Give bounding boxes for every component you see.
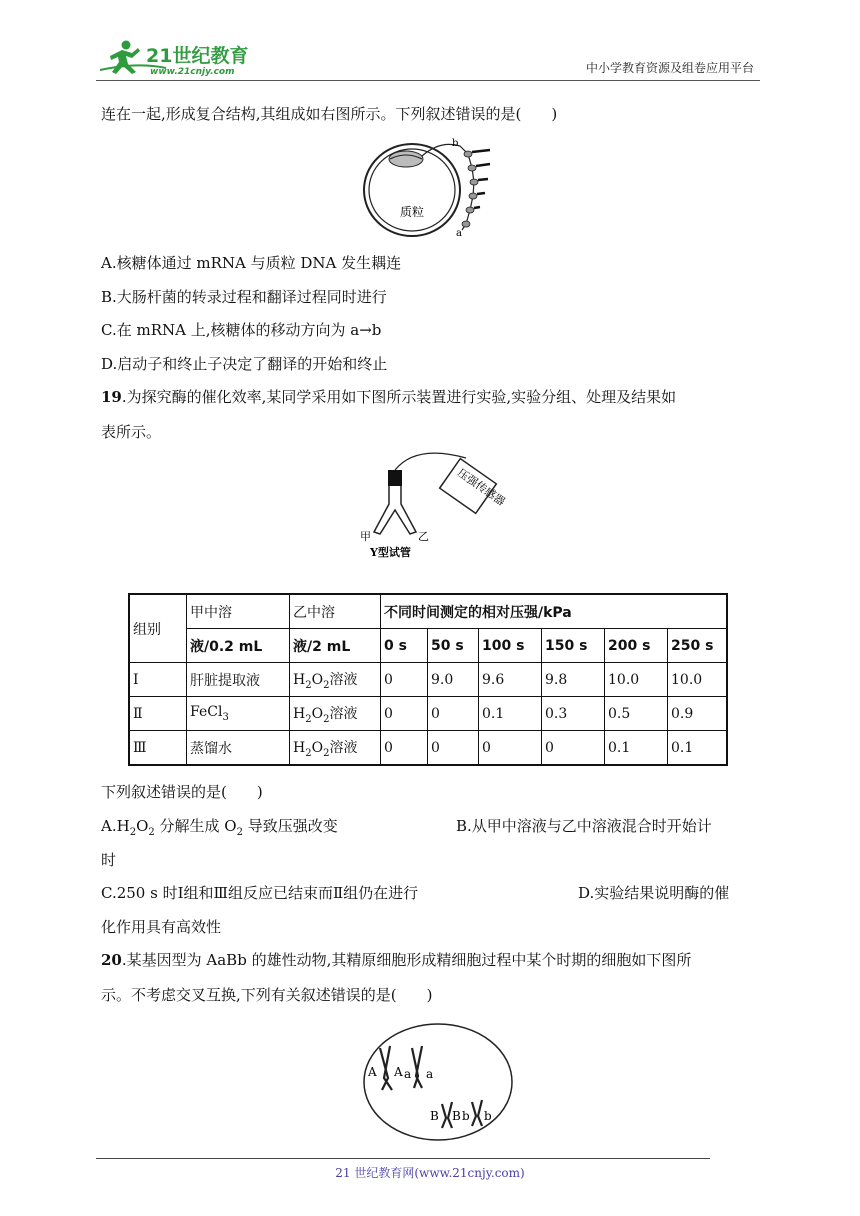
cell-value: 0 (381, 663, 428, 697)
cell-yi: $H_2O_2$溶液 (290, 697, 381, 731)
cell-value: 9.8 (542, 663, 605, 697)
q19-option-b-cont: 时 (101, 851, 117, 869)
svg-text:Y型试管: Y型试管 (370, 546, 411, 559)
cell-value: 0.3 (542, 697, 605, 731)
q20-cell-figure (360, 1020, 516, 1142)
q20-stem-line1: 20.某基因型为 AaBb 的雄性动物,其精原细胞形成精细胞过程中某个时期的细胞如下图所 (101, 951, 692, 969)
table-row (129, 731, 727, 766)
header-yi-2: 液/2 mL (290, 629, 381, 663)
q18-stem: 连在一起,形成复合结构,其组成如右图所示。下列叙述错误的是( ) (101, 105, 558, 123)
page-footer: 21 世纪教育网(www.21cnjy.com) (335, 1166, 525, 1180)
q19-option-c: C.250 s 时Ⅰ组和Ⅲ组反应已结束而Ⅱ组仍在进行 (101, 884, 419, 902)
svg-text:a: a (456, 228, 462, 239)
cell-yi: $H_2O_2$溶液 (290, 663, 381, 697)
q18-option-c: C.在 mRNA 上,核糖体的移动方向为 a→b (101, 321, 382, 339)
svg-text:b: b (462, 1109, 470, 1123)
cell-value: 0 (428, 731, 479, 766)
svg-text:B: B (430, 1109, 439, 1123)
header-time: 100 s (479, 629, 542, 663)
svg-text:a: a (426, 1067, 434, 1081)
cell-value: 0.1 (479, 697, 542, 731)
header-time: 200 s (605, 629, 668, 663)
table-row (129, 663, 727, 697)
q19-option-b: B.从甲中溶液与乙中溶液混合时开始计 (456, 817, 712, 835)
q19-option-d: D.实验结果说明酶的催 (578, 884, 730, 902)
cell-value: 9.0 (428, 663, 479, 697)
header-time: 50 s (428, 629, 479, 663)
svg-text:A: A (368, 1065, 377, 1079)
header-time: 250 s (668, 629, 728, 663)
svg-text:b: b (484, 1109, 492, 1123)
header-time: 150 s (542, 629, 605, 663)
cell-yi: $H_2O_2$溶液 (290, 731, 381, 766)
cell-group: Ⅰ (129, 663, 187, 697)
q19-stem-line1: 19.为探究酶的催化效率,某同学采用如下图所示装置进行实验,实验分组、处理及结果如 (101, 388, 677, 406)
header-time: 0 s (381, 629, 428, 663)
cell-jia: 肝脏提取液 (187, 663, 290, 697)
q19-data-table (128, 593, 728, 766)
cell-value: 0.1 (605, 731, 668, 766)
header-pressure: 不同时间测定的相对压强/kPa (381, 594, 728, 629)
q19-ask: 下列叙述错误的是( ) (101, 783, 263, 801)
cell-value: 9.6 (479, 663, 542, 697)
q20-stem-line2: 示。不考虑交叉互换,下列有关叙述错误的是( ) (101, 986, 433, 1004)
q19-stem-line2: 表所示。 (101, 423, 162, 441)
site-logo (96, 36, 266, 78)
cell-group: Ⅲ (129, 731, 187, 766)
svg-text:B: B (452, 1109, 461, 1123)
cell-value: 0 (381, 731, 428, 766)
svg-text:www.21cnjy.com: www.21cnjy.com (150, 67, 235, 77)
svg-text:压强传感器: 压强传感器 (454, 466, 508, 509)
cell-value: 10.0 (668, 663, 728, 697)
cell-value: 0 (428, 697, 479, 731)
header-jia-2: 液/0.2 mL (187, 629, 290, 663)
cell-value: 0 (542, 731, 605, 766)
svg-text:乙: 乙 (418, 530, 429, 543)
q18-option-d: D.启动子和终止子决定了翻译的开始和终止 (101, 355, 388, 373)
q18-plasmid-figure (360, 132, 500, 240)
header-yi-1: 乙中溶 (290, 594, 381, 629)
table-header-row-2 (129, 629, 727, 663)
svg-text:甲: 甲 (360, 530, 371, 543)
cell-value: 0.1 (668, 731, 728, 766)
svg-text:质粒: 质粒 (400, 205, 425, 219)
q19-option-a: $A.H_2O_2$ 分解生成 $O_2$ 导致压强改变 (101, 817, 338, 838)
table-header-row-1 (129, 594, 727, 629)
svg-text:A: A (394, 1065, 403, 1079)
svg-text:a: a (404, 1067, 412, 1081)
cell-value: 0 (381, 697, 428, 731)
header-jia-1: 甲中溶 (187, 594, 290, 629)
cell-jia: FeCl$_3$ (187, 697, 290, 731)
cell-value: 0.5 (605, 697, 668, 731)
cell-value: 0.9 (668, 697, 728, 731)
cell-value: 0 (479, 731, 542, 766)
table-row (129, 697, 727, 731)
q19-option-d-cont: 化作用具有高效性 (101, 918, 222, 936)
q18-option-a: A.核糖体通过 mRNA 与质粒 DNA 发生耦连 (101, 254, 402, 272)
q19-apparatus-figure (356, 444, 516, 562)
page-header (96, 36, 760, 81)
cell-jia: 蒸馏水 (187, 731, 290, 766)
svg-text:b: b (452, 138, 459, 149)
q18-option-b: B.大肠杆菌的转录过程和翻译过程同时进行 (101, 288, 387, 306)
header-group: 组别 (129, 594, 187, 663)
footer-divider (96, 1158, 710, 1159)
platform-name: 中小学教育资源及组卷应用平台 (585, 61, 754, 75)
cell-group: Ⅱ (129, 697, 187, 731)
svg-text:21世纪教育: 21世纪教育 (146, 45, 249, 67)
cell-value: 10.0 (605, 663, 668, 697)
